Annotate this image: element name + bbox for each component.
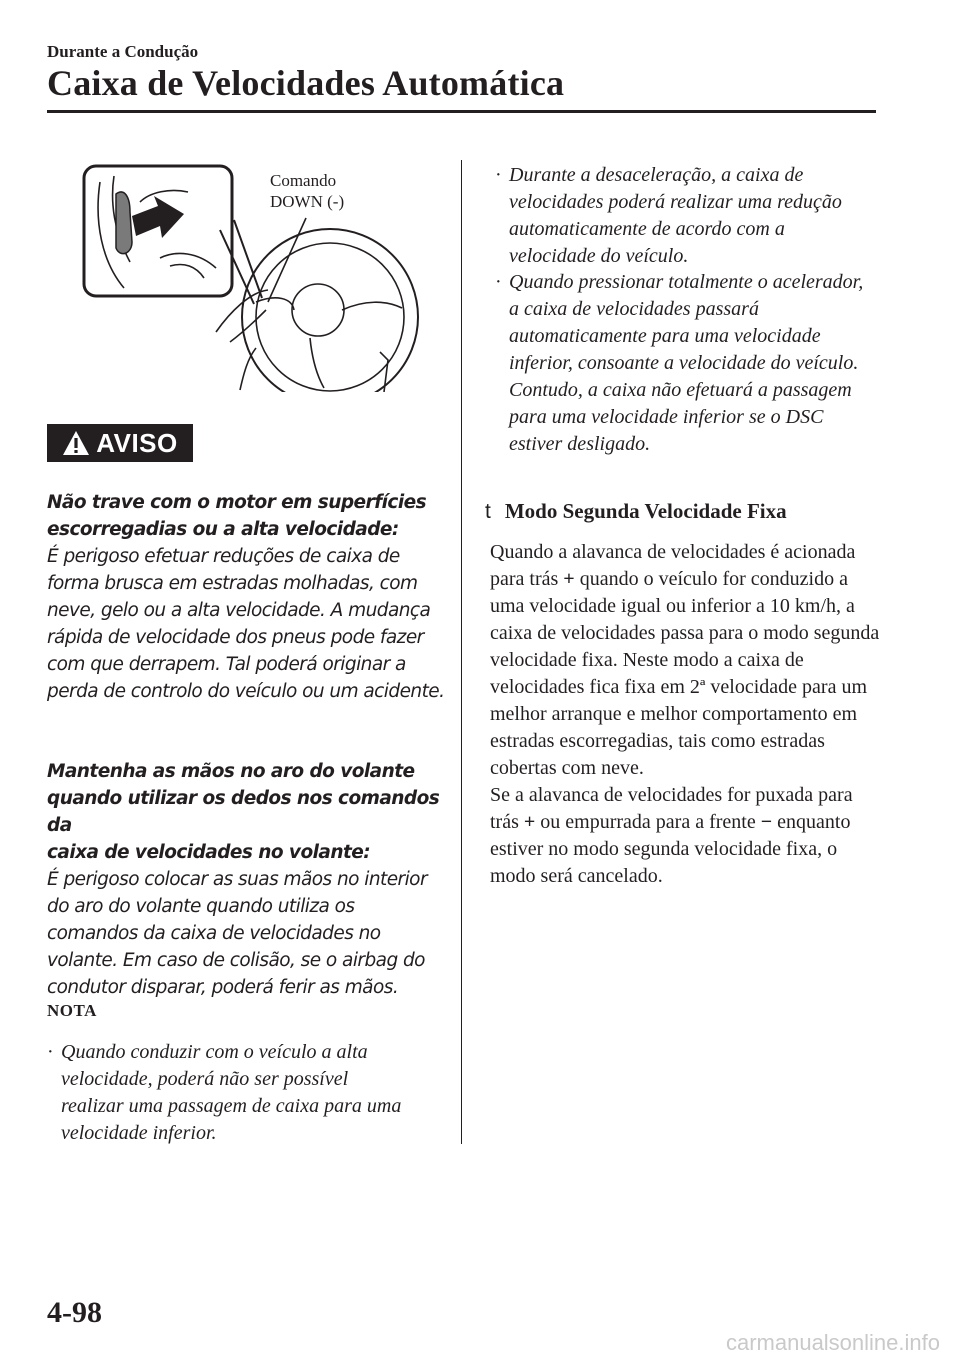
down-arrow: [132, 196, 184, 238]
callout-line-2: DOWN (-): [270, 192, 345, 211]
warning-badge-label: AVISO: [96, 427, 178, 458]
warning-heading-1-line-1: Não trave com o motor em superfícies: [47, 492, 427, 513]
wheel-hub: [292, 284, 344, 336]
section-label: Durante a Condução: [47, 42, 199, 61]
body-text: enquanto estiver no modo segunda velocidade fixa, o modo será cancelado.: [490, 811, 851, 887]
warning-paragraph-1: [47, 489, 447, 705]
warning-heading-2-line-1: Mantenha as mãos no aro do volante: [47, 761, 415, 782]
note-label: NOTA: [47, 1001, 97, 1020]
page-number: 4-98: [47, 1296, 102, 1329]
watermark: carmanualsonline.info: [725, 1330, 940, 1355]
section-heading: [485, 499, 787, 524]
warning-paragraph-2: [47, 758, 447, 1001]
header-rule: [47, 110, 876, 113]
body-text: ou empurrada para a frente: [540, 811, 756, 833]
warning-badge: [47, 424, 193, 462]
plus-icon: +: [563, 568, 575, 590]
bullet-dot-icon: ·: [47, 1041, 54, 1063]
bullet-dot-icon: ·: [495, 271, 502, 293]
body-text: quando o veículo for conduzido a uma velocidade igual ou inferior a 10 km/h, a caixa de velocidades passa para o modo segunda velocidade fixa. Neste modo a caixa de velocidades fica fixa em 2ª velocidade para um melhor arranque e melhor comportamento em estradas escorregadias, tais como estradas cobertas com neve.: [490, 568, 880, 779]
section-body: [490, 539, 880, 890]
section-heading-text: Modo Segunda Velocidade Fixa: [504, 499, 787, 523]
warning-triangle-icon: [62, 430, 90, 456]
callout-line-1: Comando: [270, 171, 337, 190]
steering-wheel-illustration: [80, 162, 420, 392]
column-separator: [461, 160, 462, 1144]
bullet-dot-icon: ·: [495, 164, 502, 186]
warning-heading-2-line-3: caixa de velocidades no volante:: [47, 842, 371, 863]
inset-frame: [84, 166, 232, 296]
warning-heading-2-line-2: quando utilizar os dedos nos comandos da: [47, 788, 440, 836]
note-item: [47, 1039, 413, 1147]
warning-heading-1-line-2: escorregadias ou a alta velocidade:: [47, 519, 399, 540]
paddle-shifter: [116, 192, 132, 254]
body-text: Quando a alavanca de velocidades é acionada para trás: [490, 541, 856, 590]
figure-callout: [270, 170, 344, 212]
note-item-text: Quando pressionar totalmente o acelerador, a caixa de velocidades passará automaticamente para uma velocidade inferior, consoante a velocidade do veículo. Contudo, a caixa não efetuará a passagem para uma velocidade inferior se o DSC estiver desligado.: [509, 271, 864, 455]
warning-body-2: É perigoso colocar as suas mãos no interior do aro do volante quando utiliza os comandos da caixa de velocidades no volante. Em caso de colisão, se o airbag do condutor disparar, poderá ferir as mãos.: [47, 869, 427, 998]
wheel-rim: [242, 229, 418, 392]
page-title: Caixa de Velocidades Automática: [47, 63, 565, 103]
warning-body-1: É perigoso efetuar reduções de caixa de forma brusca em estradas molhadas, com neve, gelo ou a alta velocidade. A mudança rápida de velocidade dos pneus pode fazer com que derrapem. Tal poderá originar a perda de controlo do veículo ou um acidente.: [47, 546, 445, 702]
body-text: Se a alavanca de velocidades for puxada para trás: [490, 784, 853, 833]
note-item: [495, 269, 873, 458]
note-item-text: Durante a desaceleração, a caixa de velocidades poderá realizar uma redução automaticamente de acordo com a velocidade do veículo.: [509, 164, 842, 267]
note-item: [495, 162, 871, 270]
minus-icon: −: [760, 811, 773, 833]
note-item-text: Quando conduzir com o veículo a alta velocidade, poderá não ser possível realizar uma passagem de caixa para uma velocidade inferior.: [61, 1041, 402, 1144]
heading-marker-icon: t: [485, 500, 491, 523]
body-paragraph-1: [490, 539, 880, 782]
body-paragraph-2: [490, 782, 880, 890]
plus-icon: +: [523, 811, 536, 833]
